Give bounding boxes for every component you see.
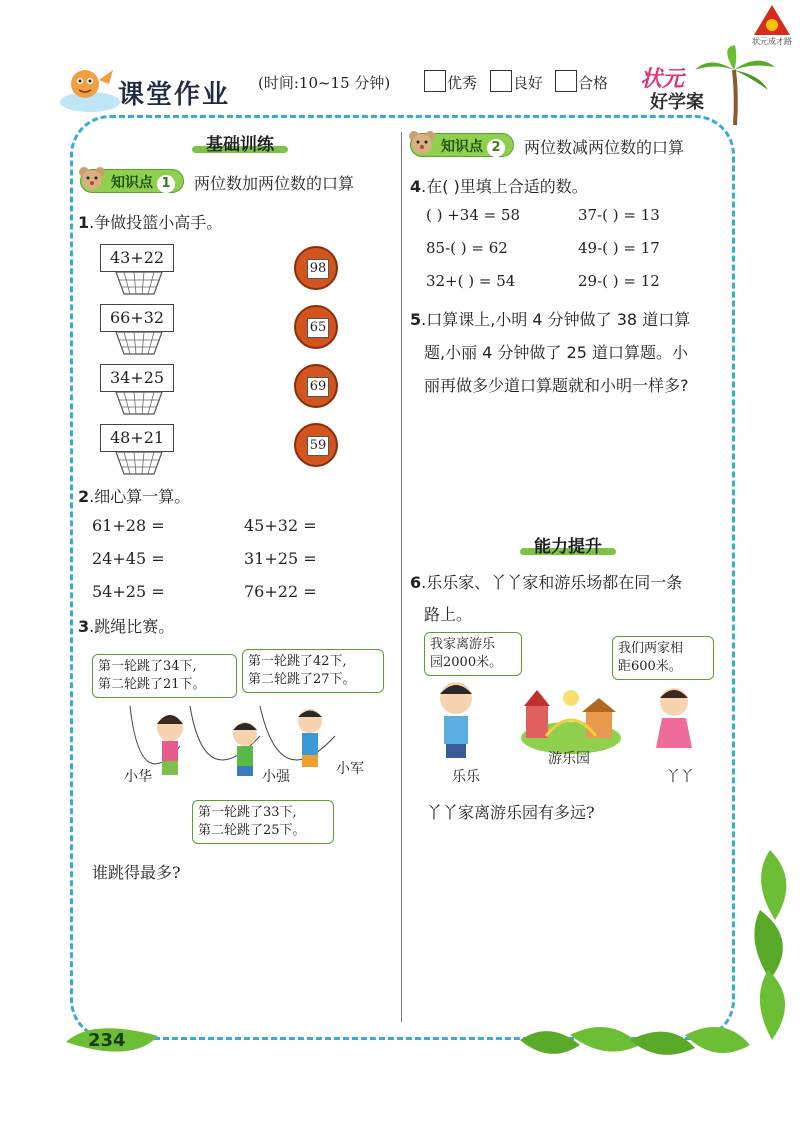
bubble-line: 第二轮跳了25下。 <box>198 823 306 838</box>
kid-name-xiaohua: 小华 <box>124 769 152 785</box>
ball-number: 98 <box>307 259 329 279</box>
rating-label-pass: 合格 <box>578 74 609 92</box>
kid-name-xiaojun: 小军 <box>336 761 364 777</box>
hoop-group-4 <box>100 424 180 480</box>
page-title: 课堂作业 <box>118 80 231 110</box>
basketball-3[interactable] <box>294 364 338 408</box>
fill-item-6[interactable]: 29-( ) = 12 <box>578 272 660 290</box>
question-number: 6 <box>410 573 422 592</box>
leaves-decoration-icon <box>520 840 800 1070</box>
bubble-line: 我们两家相 <box>618 641 684 656</box>
knowledge-point-number: 2 <box>487 139 505 157</box>
question-3 <box>78 614 174 637</box>
question-number: 1 <box>78 213 90 232</box>
speech-bubble-lele <box>424 632 522 676</box>
logo-icon <box>752 3 792 37</box>
calc-item-4: 31+25 = <box>244 549 317 568</box>
question-2 <box>78 484 190 507</box>
hoop-group-3 <box>100 364 180 420</box>
bubble-line: 第一轮跳了42下, <box>248 654 347 669</box>
rating-label-good: 良好 <box>513 74 544 92</box>
brand-subtitle: 好学案 <box>650 92 704 113</box>
ball-number: 65 <box>307 318 329 338</box>
basketball-1[interactable] <box>294 246 338 290</box>
hoop-board: 66+32 <box>100 304 174 332</box>
calc-item-5: 54+25 = <box>92 582 165 601</box>
question-3-prompt: 谁跳得最多? <box>92 863 181 882</box>
question-number: 2 <box>78 487 90 506</box>
question-text: .跳绳比赛。 <box>89 617 175 636</box>
ball-number: 59 <box>307 436 329 456</box>
logo-text: 状元成才路 <box>752 37 792 46</box>
knowledge-point-title-1: 两位数加两位数的口算 <box>194 174 355 193</box>
brand-title: 状元 <box>640 67 685 92</box>
question-1 <box>78 210 222 233</box>
mouse-mascot-icon <box>408 128 436 158</box>
question-6-prompt: 丫丫家离游乐园有多远? <box>426 803 595 822</box>
question-text: .细心算一算。 <box>89 487 191 506</box>
kid-name-xiaoqiang: 小强 <box>262 769 290 785</box>
knowledge-point-label: 知识点 <box>441 139 483 155</box>
fill-item-1[interactable]: ( ) +34 = 58 <box>426 206 521 224</box>
hoop-board: 48+21 <box>100 424 174 452</box>
calc-item-6: 76+22 = <box>244 582 317 601</box>
section-title-advanced: 能力提升 <box>534 537 602 557</box>
person-name-lele: 乐乐 <box>452 769 480 785</box>
net-icon <box>114 270 164 296</box>
question-4 <box>410 174 588 197</box>
ball-number: 69 <box>307 377 329 397</box>
basketball-4[interactable] <box>294 423 338 467</box>
question-6-line-1 <box>410 567 682 599</box>
basketball-2[interactable] <box>294 305 338 349</box>
calc-item-2: 45+32 = <box>244 516 317 535</box>
question-text: .争做投篮小高手。 <box>89 213 223 232</box>
bubble-line: 第一轮跳了33下, <box>198 805 297 820</box>
fill-item-5[interactable]: 32+( ) = 54 <box>426 272 516 290</box>
fill-item-4[interactable]: 49-( ) = 17 <box>578 239 660 257</box>
rating-label-excellent: 优秀 <box>447 74 478 92</box>
section-title-basic: 基础训练 <box>206 135 274 155</box>
rating-checkbox-excellent[interactable] <box>424 70 446 92</box>
speech-bubble-xiaojun <box>242 649 384 693</box>
question-number: 3 <box>78 617 90 636</box>
question-number: 4 <box>410 177 422 196</box>
column-divider <box>401 132 402 1022</box>
question-text: .在( )里填上合适的数。 <box>421 177 588 196</box>
bubble-line: 我家离游乐 <box>430 637 496 652</box>
page-number: 234 <box>88 1030 126 1051</box>
hoop-group-2 <box>100 304 180 360</box>
fill-item-2[interactable]: 37-( ) = 13 <box>578 206 660 224</box>
speech-bubble-xiaohua <box>92 654 237 698</box>
mascot-icon <box>55 62 125 118</box>
bubble-line: 距600米。 <box>618 659 682 674</box>
question-text: .乐乐家、丫丫家和游乐场都在同一条 <box>421 573 683 592</box>
question-6 <box>410 567 682 631</box>
speech-bubble-xiaoqiang <box>192 800 334 844</box>
bubble-line: 第二轮跳了21下。 <box>98 677 206 692</box>
time-note: (时间:10~15 分钟) <box>258 74 391 92</box>
knowledge-point-label: 知识点 <box>111 175 153 191</box>
calc-item-3: 24+45 = <box>92 549 165 568</box>
question-5-line-3: 丽再做多少道口算题就和小明一样多? <box>424 376 689 395</box>
question-5-line-2: 题,小丽 4 分钟做了 25 道口算题。小 <box>424 343 688 362</box>
bubble-line: 园2000米。 <box>430 655 503 670</box>
hoop-board: 43+22 <box>100 244 174 272</box>
place-name-park: 游乐园 <box>548 751 590 767</box>
question-5 <box>410 303 690 402</box>
bubble-line: 第一轮跳了34下, <box>98 659 197 674</box>
question-5-line-1 <box>410 303 690 336</box>
rating-checkbox-good[interactable] <box>490 70 512 92</box>
person-name-yaya: 丫丫 <box>666 769 694 785</box>
net-icon <box>114 330 164 356</box>
calc-item-1: 61+28 = <box>92 516 165 535</box>
question-number: 5 <box>410 310 422 329</box>
question-text: .口算课上,小明 4 分钟做了 38 道口算 <box>421 310 691 329</box>
rating-checkbox-pass[interactable] <box>555 70 577 92</box>
question-6-line-2: 路上。 <box>424 605 473 624</box>
speech-bubble-yaya <box>612 636 714 680</box>
knowledge-point-number: 1 <box>157 175 175 193</box>
mouse-mascot-icon <box>78 164 106 194</box>
knowledge-point-title-2: 两位数减两位数的口算 <box>524 138 685 157</box>
bubble-line: 第二轮跳了27下。 <box>248 672 356 687</box>
fill-item-3[interactable]: 85-( ) = 62 <box>426 239 508 257</box>
hoop-board: 34+25 <box>100 364 174 392</box>
net-icon <box>114 390 164 416</box>
net-icon <box>114 450 164 476</box>
hoop-group-1 <box>100 244 180 300</box>
